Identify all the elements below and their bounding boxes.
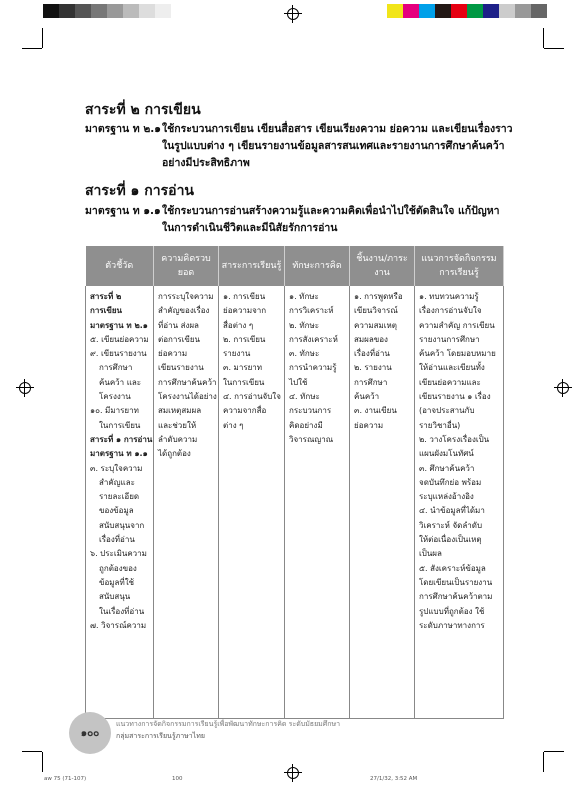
- crop-mark: [543, 28, 544, 48]
- cell-line: ๔. การอ่านจับใจ: [223, 392, 281, 402]
- cell-line: ๓. งานเขียน: [354, 406, 397, 416]
- crop-mark: [22, 751, 42, 752]
- color-swatch: [403, 4, 419, 18]
- crop-mark: [544, 751, 564, 752]
- cell-line: ให้ต่อเนื่องเป็นเหตุ: [419, 535, 482, 545]
- cell-line: โครงงาน: [99, 392, 131, 402]
- cell-line: ไปใช้: [289, 377, 308, 387]
- cell-line: ในเรื่องที่อ่าน: [99, 606, 145, 616]
- indicators-cell: [86, 286, 154, 718]
- registration-mark-icon: [284, 5, 302, 23]
- cell-line: เขียนรายงาน ๑ เรื่อง: [419, 392, 491, 402]
- cell-line: ๑. การพูดหรือ: [354, 292, 403, 301]
- cell-line: สำคัญของเรื่อง: [158, 306, 210, 316]
- process-color-bar: [387, 4, 547, 18]
- cell-line: ๒. วางโครงเรื่องเป็น: [419, 434, 490, 444]
- cell-line: การสังเคราะห์: [289, 334, 338, 344]
- crop-mark: [42, 28, 43, 48]
- cell-line: เรื่องการอ่านจับใจ: [419, 306, 482, 316]
- cell-line: เป็นผล: [419, 549, 442, 559]
- color-swatch: [59, 4, 75, 18]
- cell-line: การศึกษาค้นคว้า: [158, 377, 217, 387]
- cell-line: การศึกษา: [99, 363, 133, 373]
- cell-line: การวิเคราะห์: [289, 306, 334, 316]
- table-header-row: [86, 246, 504, 286]
- cell-line: โดยเขียนเป็นรายงาน: [419, 577, 493, 587]
- header-assignments: ชิ้นงาน/ภาระงาน: [350, 246, 415, 286]
- cell-line: ต่อการเขียน: [158, 334, 200, 344]
- cell-line: สื่อต่าง ๆ: [223, 320, 254, 330]
- cell-line: และช่วยให้: [158, 420, 197, 430]
- color-swatch: [483, 4, 499, 18]
- header-thinking-skills: ทักษะการคิด: [285, 246, 350, 286]
- cell-line: ๖. ประเมินความ: [90, 549, 147, 559]
- section-1-title: สาระที่ ๑ การอ่าน: [85, 183, 195, 199]
- cell-line: ๓. มารยาท: [223, 363, 263, 373]
- cell-line: ถูกต้องของ: [99, 563, 137, 573]
- cell-line: ลำดับความ: [158, 434, 198, 444]
- cell-line: ต่าง ๆ: [223, 420, 244, 430]
- slug-date: 27/1/32, 3:52 AM: [370, 776, 418, 782]
- curriculum-table: [85, 246, 504, 719]
- cell-line: กระบวนการ: [289, 406, 332, 416]
- cell-line: ให้อ่านและเขียนทั้ง: [419, 363, 485, 373]
- cell-line: รายวิชาอื่น): [419, 420, 461, 430]
- color-swatch: [139, 4, 155, 18]
- standard-2-1: [85, 121, 513, 175]
- standard-1-1: [85, 203, 505, 239]
- color-swatch: [75, 4, 91, 18]
- thinking-skills-cell: [285, 286, 350, 718]
- registration-mark-icon: [284, 764, 302, 782]
- cell-line: การนำความรู้: [289, 363, 337, 373]
- crop-mark: [22, 48, 42, 49]
- cell-line: ระบุแหล่งอ้างอิง: [419, 492, 474, 502]
- cell-line: ได้ถูกต้อง: [158, 449, 191, 459]
- cell-line: ย่อความ: [158, 349, 188, 359]
- cell-line: ข้อมูลที่ใช้: [99, 577, 135, 587]
- standard-label: มาตรฐาน ท ๒.๑: [85, 123, 161, 135]
- cell-line: วิจารณญาณ: [289, 434, 334, 444]
- cell-line: ความจากสื่อ: [223, 406, 267, 416]
- cell-line: รูปแบบที่ถูกต้อง ใช้: [419, 606, 485, 616]
- cell-line: ๙. เขียนรายงาน: [90, 349, 147, 359]
- crop-mark: [544, 48, 564, 49]
- cell-line: เขียนวิจารณ์: [354, 306, 398, 316]
- color-swatch: [155, 4, 171, 18]
- color-swatch: [419, 4, 435, 18]
- cell-line: ๒. ทักษะ: [289, 320, 320, 330]
- cell-line: ๔. ทักษะ: [289, 392, 320, 402]
- cell-line: มาตรฐาน ท ๒.๑: [90, 320, 148, 330]
- slug-filename: aw 75 (71-107): [44, 776, 87, 782]
- cell-line: ๓. ระบุใจความ: [90, 463, 143, 473]
- cell-line: จดบันทึกย่อ พร้อม: [419, 477, 482, 487]
- color-swatch: [435, 4, 451, 18]
- cell-line: สนับสนุนจาก: [99, 520, 145, 530]
- slug-page: 100: [172, 776, 183, 782]
- grayscale-color-bar: [43, 4, 171, 18]
- color-swatch: [531, 4, 547, 18]
- color-swatch: [107, 4, 123, 18]
- cell-line: เรื่องที่อ่าน: [99, 535, 135, 545]
- cell-line: ย่อความ: [354, 420, 384, 430]
- standard-text-line: ในการดำเนินชีวิตและมีนิสัยรักการอ่าน: [162, 222, 338, 234]
- cell-line: ๑. การเขียน: [223, 292, 266, 301]
- footer-book-title: แนวทางการจัดกิจกรรมการเรียนรู้เพื่อพัฒนาทักษะการคิด ระดับมัธยมศึกษา: [116, 720, 341, 728]
- cell-line: การเขียน: [90, 306, 122, 316]
- cell-line: ย่อความจาก: [223, 306, 267, 316]
- color-swatch: [499, 4, 515, 18]
- cell-line: ๒. รายงาน: [354, 363, 392, 373]
- cell-line: ความสมเหตุ: [354, 320, 397, 330]
- cell-line: การศึกษา: [354, 377, 388, 387]
- header-concept: ความคิดรวบยอด: [154, 246, 219, 286]
- cell-line: ของข้อมูล: [99, 506, 134, 516]
- cell-line: รายละเอียด: [99, 492, 140, 502]
- cell-line: สาระที่ ๑ การอ่าน: [90, 434, 153, 444]
- cell-line: สาระที่ ๒: [90, 292, 122, 301]
- cell-line: ในการเขียน: [99, 420, 141, 430]
- section-2-title: สาระที่ ๒ การเขียน: [85, 102, 201, 118]
- cell-line: ๓. ทักษะ: [289, 349, 320, 359]
- color-swatch: [91, 4, 107, 18]
- cell-line: ความสำคัญ การเขียน: [419, 320, 495, 330]
- registration-mark-icon: [554, 379, 572, 397]
- page-number: ๑๐๐: [80, 727, 100, 739]
- cell-line: สำคัญและ: [99, 477, 135, 487]
- cell-line: ๑. ทักษะ: [289, 292, 319, 301]
- cell-line: (อาจประสานกับ: [419, 406, 475, 416]
- cell-line: ระดับภาษาทางการ: [419, 620, 485, 630]
- cell-line: ๗. วิจารณ์ความ: [90, 620, 147, 630]
- standard-text-line: ใช้กระบวนการอ่านสร้างความรู้และความคิดเพื่อนำไปใช้ตัดสินใจ แก้ปัญหา: [162, 205, 500, 217]
- cell-line: รายงาน: [223, 349, 251, 359]
- cell-line: ๕. สังเคราะห์ข้อมูล: [419, 563, 486, 573]
- cell-line: การศึกษาค้นคว้าตาม: [419, 592, 493, 602]
- cell-line: วิเคราะห์ จัดลำดับ: [419, 520, 483, 530]
- color-swatch: [467, 4, 483, 18]
- cell-line: สนับสนุน: [99, 592, 131, 602]
- activities-cell: [415, 286, 504, 718]
- cell-line: สมผลของ: [354, 334, 388, 344]
- page-number-badge: [69, 712, 111, 754]
- cell-line: ค้นคว้า และ: [99, 377, 142, 387]
- assignments-cell: [350, 286, 415, 718]
- content-cell: [219, 286, 285, 718]
- cell-line: ๔. นำข้อมูลที่ได้มา: [419, 506, 485, 516]
- color-swatch: [43, 4, 59, 18]
- cell-line: รายงานการศึกษา: [419, 334, 480, 344]
- table-row: [86, 286, 504, 718]
- color-swatch: [387, 4, 403, 18]
- cell-line: ค้นคว้า: [354, 392, 380, 402]
- cell-line: เขียนย่อความและ: [419, 377, 481, 387]
- concept-cell: [154, 286, 219, 718]
- cell-line: เขียนรายงาน: [158, 363, 204, 373]
- header-indicators: ตัวชี้วัด: [86, 246, 154, 286]
- header-content: สาระการเรียนรู้: [219, 246, 285, 286]
- color-swatch: [123, 4, 139, 18]
- standard-label: มาตรฐาน ท ๑.๑: [85, 205, 161, 217]
- standard-text-line: ในรูปแบบต่าง ๆ เขียนรายงานข้อมูลสารสนเทศและรายงานการศึกษาค้นคว้า: [162, 140, 505, 152]
- standard-text-line: อย่างมีประสิทธิภาพ: [162, 157, 250, 169]
- cell-line: ๑๐. มีมารยาท: [90, 406, 139, 416]
- standard-text-line: ใช้กระบวนการเขียน เขียนสื่อสาร เขียนเรียงความ ย่อความ และเขียนเรื่องราว: [162, 123, 513, 135]
- cell-line: ค้นคว้า โดยมอบหมาย: [419, 349, 496, 359]
- cell-line: แผนผังมโนทัศน์: [419, 449, 474, 459]
- cell-line: ๒. การเขียน: [223, 334, 266, 344]
- crop-mark: [543, 752, 544, 772]
- cell-line: มาตรฐาน ท ๑.๑: [90, 449, 148, 459]
- cell-line: ๑. ทบทวนความรู้: [419, 292, 479, 301]
- cell-line: โครงงานได้อย่าง: [158, 392, 217, 402]
- color-swatch: [451, 4, 467, 18]
- footer-subject: กลุ่มสาระการเรียนรู้ภาษาไทย: [116, 732, 205, 740]
- cell-line: คิดอย่างมี: [289, 420, 323, 430]
- registration-mark-icon: [16, 379, 34, 397]
- cell-line: เรื่องที่อ่าน: [354, 349, 390, 359]
- cell-line: ในการเขียน: [223, 377, 265, 387]
- cell-line: สมเหตุสมผล: [158, 406, 202, 416]
- cell-line: ๕. เขียนย่อความ: [90, 334, 149, 344]
- crop-mark: [42, 752, 43, 772]
- cell-line: การระบุใจความ: [158, 292, 214, 301]
- cell-line: ที่อ่าน ส่งผล: [158, 320, 199, 330]
- cell-line: ๓. ศึกษาค้นคว้า: [419, 463, 475, 473]
- header-activities: แนวการจัดกิจกรรมการเรียนรู้: [415, 246, 504, 286]
- color-swatch: [515, 4, 531, 18]
